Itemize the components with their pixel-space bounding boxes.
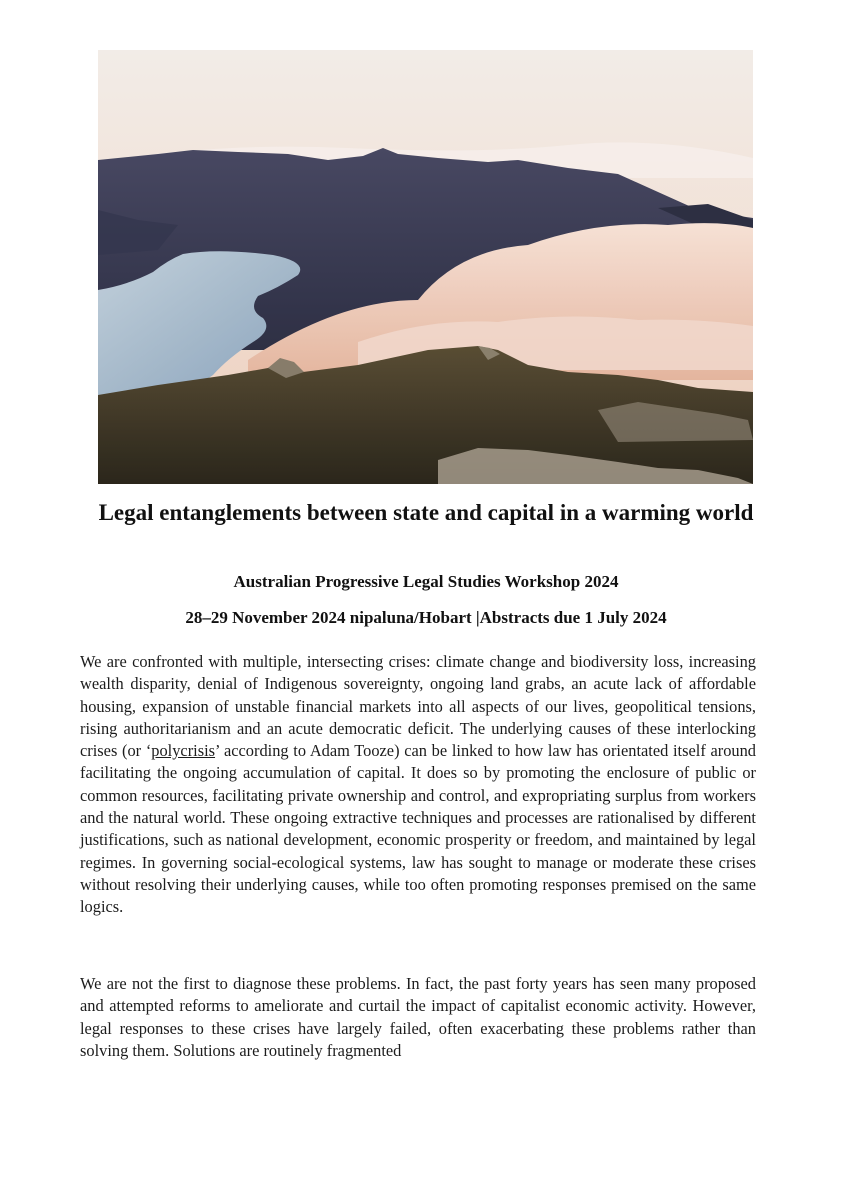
paragraph-1 bbox=[80, 651, 756, 919]
workshop-dates-location: 28–29 November 2024 nipaluna/Hobart |Abstracts due 1 July 2024 bbox=[185, 608, 667, 627]
polycrisis-link[interactable]: polycrisis bbox=[151, 741, 216, 761]
paragraph-2: We are not the first to diagnose these problems. In fact, the past forty years has seen many proposed and attempted reforms to ameliorate and curtail the impact of capitalist economic activity. However, legal responses to these crises have largely failed, often exacerbating these problems rather than solving them. Solutions are routinely fragmented bbox=[80, 974, 756, 1060]
paragraph-1-text-b: ’ according to Adam Tooze) can be linked to how law has orientated itself around facilitating the ongoing accumulation of capital. It does so by promoting the enclosure of public or common resources, facilitating private ownership and control, and expropriating surplus from workers and the natural world. These ongoing extractive techniques and processes are rationalised by different justifications, such as national development, economic prosperity or freedom, and maintained by legal regimes. In governing social-ecological systems, law has sought to manage or moderate these crises without resolving their underlying causes, while too often promoting responses premised on the same logics. bbox=[80, 741, 756, 917]
workshop-name: Australian Progressive Legal Studies Workshop 2024 bbox=[233, 572, 619, 591]
workshop-title: Legal entanglements between state and capital in a warming world bbox=[98, 500, 754, 525]
paragraph-1-text-a: We are confronted with multiple, intersecting crises: climate change and biodiversity loss, increasing wealth disparity, denial of Indigenous sovereignty, ongoing land grabs, an acute lack of affordable housing, expansion of unstable financial markets into all aspects of our lives, geopolitical tensions, rising authoritarianism and an acute democratic deficit. The underlying causes of these interlocking crises (or ‘ bbox=[80, 652, 756, 761]
header-photo-mountain-lake bbox=[98, 50, 753, 484]
